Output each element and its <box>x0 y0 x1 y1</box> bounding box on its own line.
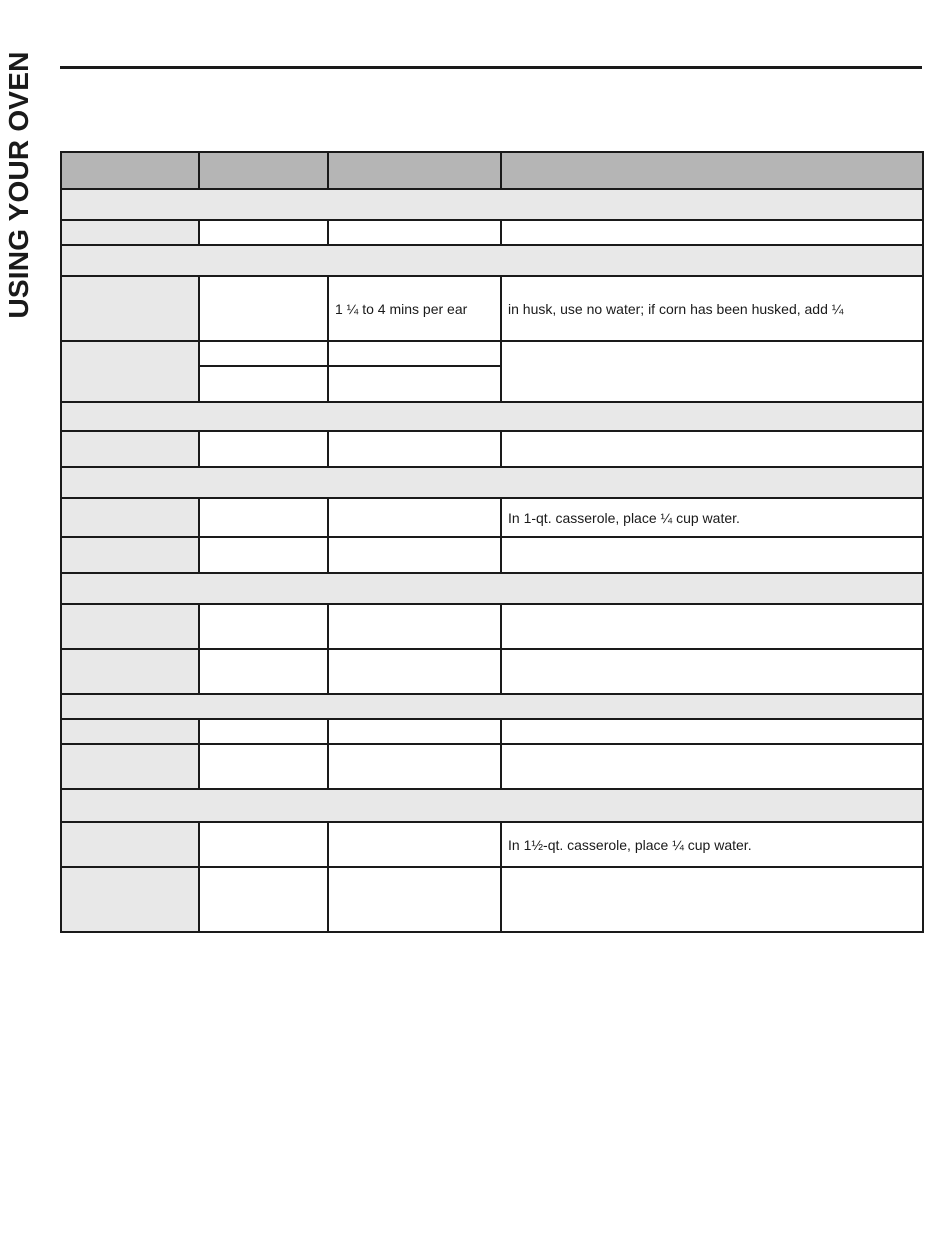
table-cell <box>199 719 328 744</box>
table-section-cell <box>61 402 923 431</box>
table-section-row <box>61 467 923 498</box>
table-row <box>61 537 923 573</box>
table-section-cell <box>61 245 923 276</box>
table-section-row <box>61 189 923 220</box>
table-row <box>61 431 923 467</box>
table-section-cell <box>61 789 923 822</box>
table-cell <box>199 822 328 867</box>
table-cell <box>199 604 328 649</box>
table-cell <box>61 719 199 744</box>
table-cell <box>199 649 328 694</box>
table-cell <box>328 604 501 649</box>
table-section-cell <box>61 467 923 498</box>
table-section-cell <box>61 694 923 719</box>
table-cell <box>61 867 199 932</box>
table-cell <box>199 867 328 932</box>
table-cell <box>199 431 328 467</box>
table-row <box>61 604 923 649</box>
table-cell <box>501 604 923 649</box>
table-cell <box>501 341 923 402</box>
table-cell: In 1-qt. casserole, place ¼ cup water. <box>501 498 923 537</box>
table-cell <box>501 220 923 245</box>
table-section-row <box>61 694 923 719</box>
table-cell: 1 ¼ to 4 mins per ear <box>328 276 501 341</box>
table-row <box>61 649 923 694</box>
table-cell <box>61 341 199 402</box>
table-cell <box>501 719 923 744</box>
table-cell <box>61 537 199 573</box>
table-cell <box>61 276 199 341</box>
table-cell <box>328 366 501 402</box>
table-cell <box>328 537 501 573</box>
table-row <box>61 220 923 245</box>
table-cell <box>328 431 501 467</box>
table-header-cell <box>501 152 923 189</box>
table-cell <box>328 744 501 789</box>
table-header-cell <box>328 152 501 189</box>
table-cell <box>61 498 199 537</box>
table-cell <box>501 431 923 467</box>
table-cell <box>199 341 328 366</box>
table-cell <box>328 719 501 744</box>
table-section-cell <box>61 573 923 604</box>
table-cell <box>199 744 328 789</box>
table-cell <box>199 537 328 573</box>
table-section-row <box>61 789 923 822</box>
table-row <box>61 867 923 932</box>
table-row <box>61 341 923 366</box>
top-rule-divider <box>60 66 922 69</box>
table-cell <box>61 744 199 789</box>
table-cell <box>61 604 199 649</box>
cooking-guide-table <box>60 151 924 933</box>
table-cell <box>199 498 328 537</box>
table-cell <box>328 341 501 366</box>
table-cell: In 1½-qt. casserole, place ¼ cup water. <box>501 822 923 867</box>
table-cell <box>61 431 199 467</box>
table-cell <box>501 744 923 789</box>
table-row <box>61 744 923 789</box>
table-cell <box>328 822 501 867</box>
table-cell <box>501 537 923 573</box>
table-row <box>61 276 923 341</box>
table-cell <box>328 867 501 932</box>
table-cell <box>61 822 199 867</box>
table-header-cell <box>199 152 328 189</box>
table-cell <box>328 498 501 537</box>
table-cell <box>61 220 199 245</box>
table-cell <box>328 220 501 245</box>
table-row <box>61 822 923 867</box>
table-row <box>61 719 923 744</box>
table-section-row <box>61 573 923 604</box>
table-header-row <box>61 152 923 189</box>
table-cell <box>501 649 923 694</box>
table-cell <box>61 649 199 694</box>
table-header-cell <box>61 152 199 189</box>
table-cell <box>199 220 328 245</box>
section-side-tab <box>4 30 34 340</box>
table-cell <box>501 867 923 932</box>
table-section-cell <box>61 189 923 220</box>
table-section-row <box>61 402 923 431</box>
section-side-tab-label: USING YOUR OVEN <box>3 51 34 319</box>
table-cell: in husk, use no water; if corn has been husked, add ¼ <box>501 276 923 341</box>
table-section-row <box>61 245 923 276</box>
table-cell <box>199 366 328 402</box>
table-cell <box>199 276 328 341</box>
table-cell <box>328 649 501 694</box>
table-row <box>61 498 923 537</box>
